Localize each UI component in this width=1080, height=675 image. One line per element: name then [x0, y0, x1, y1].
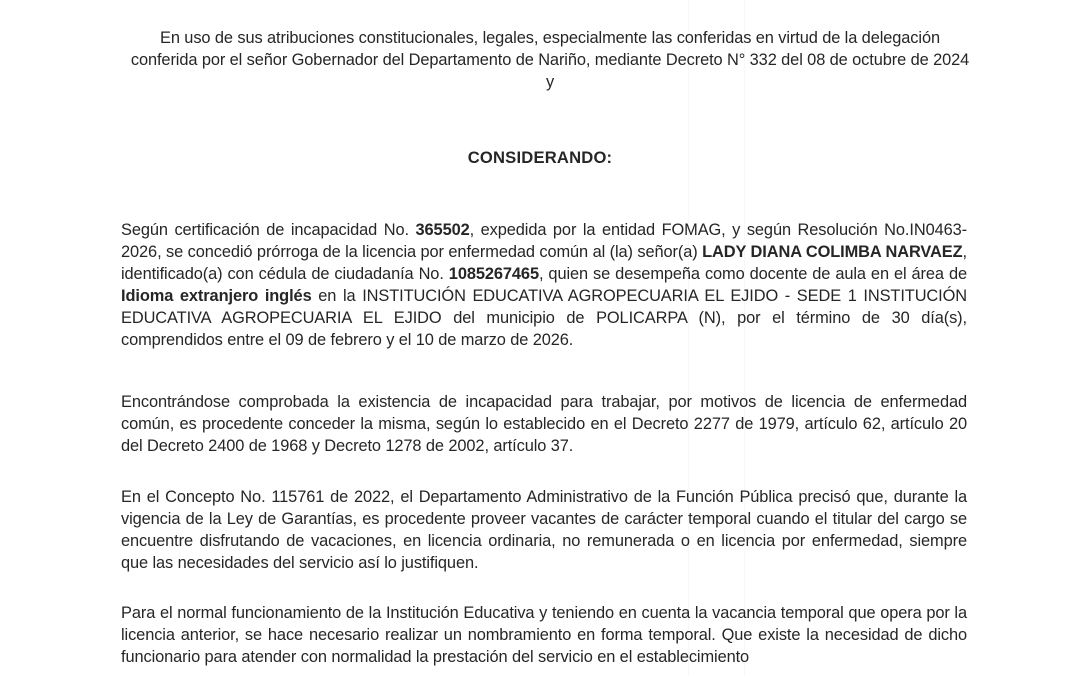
- text-segment: , expedida por la entidad FOMAG, y según Resolución No.IN0463-2026, se concedió prórroga de la licencia por enfermedad común al (la) señor(a): [121, 221, 967, 261]
- teaching-area: Idioma extranjero inglés: [121, 287, 312, 305]
- text-segment: , quien se desempeña como docente de aula en el área de: [538, 265, 967, 283]
- text-segment: Según certificación de incapacidad No.: [121, 221, 416, 239]
- section-heading: CONSIDERANDO:: [467, 148, 613, 167]
- paragraph-concept-dafp: En el Concepto No. 115761 de 2022, el Departamento Administrativo de la Función Pública precisó que, durante la vigencia de la Ley de Garantías, es procedente proveer vacantes de carácter temporal cuando el titular del cargo se encuentre disfrutando de vacaciones, en licencia ordinaria, no remunerada o en licencia por enfermedad, siempre que las necesidades del servicio así lo justifiquen.: [121, 488, 967, 572]
- paragraph-temporary-appointment: Para el normal funcionamiento de la Institución Educativa y teniendo en cuenta la vacancia temporal que opera por la licencia anterior, se hace necesario realizar un nombramiento en forma temporal. Que existe la necesidad de dicho funcionario para atender con normalidad la prestación del servicio en el establecimiento: [121, 604, 967, 666]
- paragraph-incapacity-certification: [121, 219, 967, 351]
- id-number: 1085267465: [448, 265, 539, 283]
- text-segment: en la INSTITUCIÓN EDUCATIVA AGROPECUARIA EL EJIDO - SEDE 1 INSTITUCIÓN EDUCATIVA AGROPECUARIA EL EJIDO del municipio de POLICARPA (N), por el término de 30 día(s), comprendidos entre el 09 de febrero y el 10 de marzo de 2026.: [121, 287, 968, 349]
- paragraph-legal-basis: Encontrándose comprobada la existencia de incapacidad para trabajar, por motivos de licencia de enfermedad común, es procedente conceder la misma, según lo establecido en el Decreto 2277 de 1979, artículo 62, artículo 20 del Decreto 2400 de 1968 y Decreto 1278 de 2002, artículo 37.: [121, 393, 967, 455]
- intro-paragraph: En uso de sus atribuciones constitucionales, legales, especialmente las conferidas en virtud de la delegación conferida por el señor Gobernador del Departamento de Nariño, mediante Decreto N° 332 del 08 de octubre de 2024 y: [130, 29, 970, 91]
- text-segment: , identificado(a) con cédula de ciudadanía No.: [121, 243, 967, 283]
- person-name: LADY DIANA COLIMBA NARVAEZ: [702, 243, 963, 261]
- certificate-number: 365502: [415, 221, 470, 239]
